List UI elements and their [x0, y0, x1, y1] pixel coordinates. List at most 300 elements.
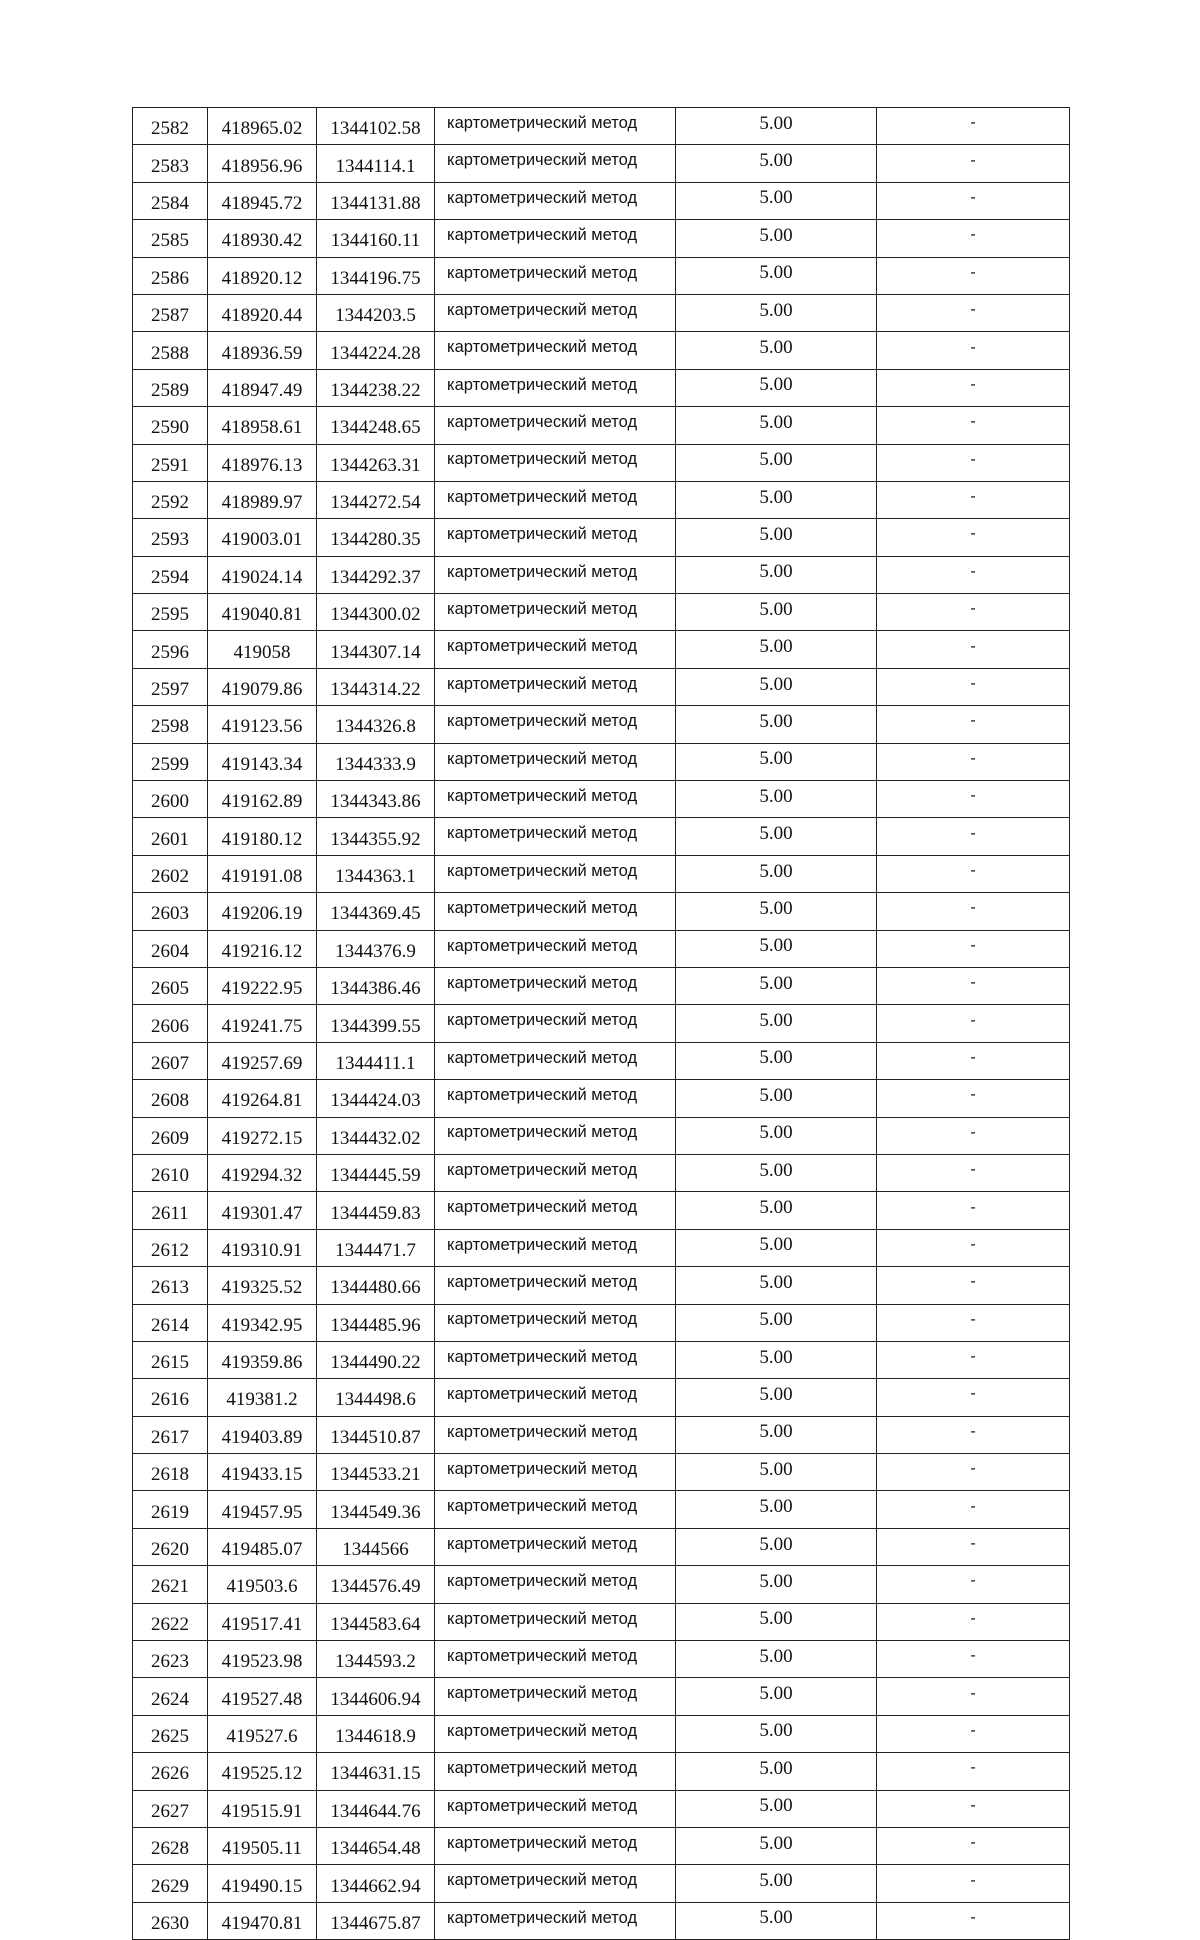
table-row: [133, 145, 1070, 182]
y-coordinate-cell: 1344618.9: [317, 1715, 435, 1752]
accuracy-cell: 5.00: [676, 182, 877, 219]
y-coordinate-cell: 1344196.75: [317, 257, 435, 294]
note-cell: -: [877, 220, 1070, 257]
accuracy-cell: 5.00: [676, 294, 877, 331]
method-cell: картометрический метод: [435, 1827, 676, 1864]
note-cell: -: [877, 1080, 1070, 1117]
accuracy-cell: 5.00: [676, 145, 877, 182]
x-coordinate-cell: 419191.08: [208, 855, 317, 892]
note-cell: -: [877, 1790, 1070, 1827]
point-number-cell: 2586: [133, 257, 208, 294]
method-cell: картометрический метод: [435, 855, 676, 892]
x-coordinate-cell: 418947.49: [208, 369, 317, 406]
y-coordinate-cell: 1344300.02: [317, 594, 435, 631]
point-number-cell: 2592: [133, 481, 208, 518]
x-coordinate-cell: 419301.47: [208, 1192, 317, 1229]
table-row: [133, 1304, 1070, 1341]
note-cell: -: [877, 1379, 1070, 1416]
note-cell: -: [877, 855, 1070, 892]
note-cell: -: [877, 369, 1070, 406]
note-cell: -: [877, 1902, 1070, 1939]
table-row: [133, 1005, 1070, 1042]
point-number-cell: 2609: [133, 1117, 208, 1154]
note-cell: -: [877, 257, 1070, 294]
point-number-cell: 2600: [133, 781, 208, 818]
method-cell: картометрический метод: [435, 706, 676, 743]
method-cell: картометрический метод: [435, 556, 676, 593]
accuracy-cell: 5.00: [676, 594, 877, 631]
x-coordinate-cell: 419058: [208, 631, 317, 668]
note-cell: -: [877, 332, 1070, 369]
point-number-cell: 2613: [133, 1267, 208, 1304]
method-cell: картометрический метод: [435, 1603, 676, 1640]
note-cell: -: [877, 182, 1070, 219]
method-cell: картометрический метод: [435, 1528, 676, 1565]
note-cell: -: [877, 1603, 1070, 1640]
accuracy-cell: 5.00: [676, 967, 877, 1004]
y-coordinate-cell: 1344510.87: [317, 1416, 435, 1453]
x-coordinate-cell: 419216.12: [208, 930, 317, 967]
table-row: [133, 594, 1070, 631]
method-cell: картометрический метод: [435, 1192, 676, 1229]
point-number-cell: 2591: [133, 444, 208, 481]
x-coordinate-cell: 419180.12: [208, 818, 317, 855]
note-cell: -: [877, 743, 1070, 780]
method-cell: картометрический метод: [435, 444, 676, 481]
x-coordinate-cell: 419257.69: [208, 1042, 317, 1079]
point-number-cell: 2620: [133, 1528, 208, 1565]
y-coordinate-cell: 1344272.54: [317, 481, 435, 518]
point-number-cell: 2603: [133, 893, 208, 930]
table-row: [133, 1902, 1070, 1939]
accuracy-cell: 5.00: [676, 1042, 877, 1079]
point-number-cell: 2629: [133, 1865, 208, 1902]
coordinates-table: [132, 107, 1070, 1940]
note-cell: -: [877, 1827, 1070, 1864]
point-number-cell: 2606: [133, 1005, 208, 1042]
y-coordinate-cell: 1344333.9: [317, 743, 435, 780]
method-cell: картометрический метод: [435, 967, 676, 1004]
y-coordinate-cell: 1344355.92: [317, 818, 435, 855]
point-number-cell: 2585: [133, 220, 208, 257]
table-row: [133, 1341, 1070, 1378]
method-cell: картометрический метод: [435, 1341, 676, 1378]
y-coordinate-cell: 1344675.87: [317, 1902, 435, 1939]
method-cell: картометрический метод: [435, 1491, 676, 1528]
accuracy-cell: 5.00: [676, 1416, 877, 1453]
accuracy-cell: 5.00: [676, 1865, 877, 1902]
table-row: [133, 294, 1070, 331]
accuracy-cell: 5.00: [676, 1491, 877, 1528]
table-row: [133, 1379, 1070, 1416]
point-number-cell: 2596: [133, 631, 208, 668]
method-cell: картометрический метод: [435, 332, 676, 369]
x-coordinate-cell: 419024.14: [208, 556, 317, 593]
table-row: [133, 1603, 1070, 1640]
point-number-cell: 2583: [133, 145, 208, 182]
x-coordinate-cell: 419403.89: [208, 1416, 317, 1453]
point-number-cell: 2623: [133, 1641, 208, 1678]
accuracy-cell: 5.00: [676, 1566, 877, 1603]
point-number-cell: 2621: [133, 1566, 208, 1603]
point-number-cell: 2605: [133, 967, 208, 1004]
y-coordinate-cell: 1344292.37: [317, 556, 435, 593]
accuracy-cell: 5.00: [676, 257, 877, 294]
point-number-cell: 2598: [133, 706, 208, 743]
x-coordinate-cell: 419527.6: [208, 1715, 317, 1752]
y-coordinate-cell: 1344471.7: [317, 1229, 435, 1266]
table-row: [133, 1154, 1070, 1191]
note-cell: -: [877, 1454, 1070, 1491]
method-cell: картометрический метод: [435, 407, 676, 444]
method-cell: картометрический метод: [435, 294, 676, 331]
accuracy-cell: 5.00: [676, 332, 877, 369]
accuracy-cell: 5.00: [676, 1902, 877, 1939]
accuracy-cell: 5.00: [676, 818, 877, 855]
y-coordinate-cell: 1344490.22: [317, 1341, 435, 1378]
table-row: [133, 1827, 1070, 1864]
accuracy-cell: 5.00: [676, 556, 877, 593]
y-coordinate-cell: 1344102.58: [317, 108, 435, 145]
method-cell: картометрический метод: [435, 930, 676, 967]
point-number-cell: 2622: [133, 1603, 208, 1640]
note-cell: -: [877, 481, 1070, 518]
y-coordinate-cell: 1344369.45: [317, 893, 435, 930]
x-coordinate-cell: 419123.56: [208, 706, 317, 743]
method-cell: картометрический метод: [435, 818, 676, 855]
note-cell: -: [877, 145, 1070, 182]
table-row: [133, 1753, 1070, 1790]
method-cell: картометрический метод: [435, 1005, 676, 1042]
method-cell: картометрический метод: [435, 369, 676, 406]
method-cell: картометрический метод: [435, 145, 676, 182]
table-row: [133, 1528, 1070, 1565]
note-cell: -: [877, 1641, 1070, 1678]
x-coordinate-cell: 419162.89: [208, 781, 317, 818]
x-coordinate-cell: 419515.91: [208, 1790, 317, 1827]
point-number-cell: 2611: [133, 1192, 208, 1229]
point-number-cell: 2601: [133, 818, 208, 855]
method-cell: картометрический метод: [435, 1902, 676, 1939]
note-cell: -: [877, 407, 1070, 444]
accuracy-cell: 5.00: [676, 1005, 877, 1042]
y-coordinate-cell: 1344399.55: [317, 1005, 435, 1042]
table-row: [133, 930, 1070, 967]
table-row: [133, 1192, 1070, 1229]
accuracy-cell: 5.00: [676, 706, 877, 743]
method-cell: картометрический метод: [435, 108, 676, 145]
y-coordinate-cell: 1344263.31: [317, 444, 435, 481]
x-coordinate-cell: 418989.97: [208, 481, 317, 518]
point-number-cell: 2602: [133, 855, 208, 892]
accuracy-cell: 5.00: [676, 220, 877, 257]
accuracy-cell: 5.00: [676, 1154, 877, 1191]
note-cell: -: [877, 967, 1070, 1004]
x-coordinate-cell: 419079.86: [208, 668, 317, 705]
y-coordinate-cell: 1344280.35: [317, 519, 435, 556]
x-coordinate-cell: 419525.12: [208, 1753, 317, 1790]
y-coordinate-cell: 1344533.21: [317, 1454, 435, 1491]
note-cell: -: [877, 556, 1070, 593]
x-coordinate-cell: 418920.44: [208, 294, 317, 331]
method-cell: картометрический метод: [435, 1117, 676, 1154]
accuracy-cell: 5.00: [676, 1117, 877, 1154]
table-row: [133, 220, 1070, 257]
x-coordinate-cell: 419523.98: [208, 1641, 317, 1678]
point-number-cell: 2616: [133, 1379, 208, 1416]
note-cell: -: [877, 1267, 1070, 1304]
method-cell: картометрический метод: [435, 1304, 676, 1341]
table-row: [133, 1080, 1070, 1117]
point-number-cell: 2612: [133, 1229, 208, 1266]
method-cell: картометрический метод: [435, 1641, 676, 1678]
point-number-cell: 2627: [133, 1790, 208, 1827]
accuracy-cell: 5.00: [676, 444, 877, 481]
y-coordinate-cell: 1344131.88: [317, 182, 435, 219]
point-number-cell: 2594: [133, 556, 208, 593]
accuracy-cell: 5.00: [676, 1229, 877, 1266]
note-cell: -: [877, 594, 1070, 631]
table-row: [133, 1229, 1070, 1266]
point-number-cell: 2619: [133, 1491, 208, 1528]
point-number-cell: 2615: [133, 1341, 208, 1378]
table-row: [133, 668, 1070, 705]
accuracy-cell: 5.00: [676, 108, 877, 145]
accuracy-cell: 5.00: [676, 893, 877, 930]
table-row: [133, 1117, 1070, 1154]
x-coordinate-cell: 419264.81: [208, 1080, 317, 1117]
y-coordinate-cell: 1344432.02: [317, 1117, 435, 1154]
x-coordinate-cell: 418930.42: [208, 220, 317, 257]
y-coordinate-cell: 1344363.1: [317, 855, 435, 892]
accuracy-cell: 5.00: [676, 1341, 877, 1378]
point-number-cell: 2593: [133, 519, 208, 556]
x-coordinate-cell: 419470.81: [208, 1902, 317, 1939]
point-number-cell: 2617: [133, 1416, 208, 1453]
table-row: [133, 369, 1070, 406]
table-row: [133, 781, 1070, 818]
table-row: [133, 1566, 1070, 1603]
table-row: [133, 519, 1070, 556]
x-coordinate-cell: 419381.2: [208, 1379, 317, 1416]
accuracy-cell: 5.00: [676, 781, 877, 818]
accuracy-cell: 5.00: [676, 1790, 877, 1827]
accuracy-cell: 5.00: [676, 855, 877, 892]
table-row: [133, 631, 1070, 668]
x-coordinate-cell: 419505.11: [208, 1827, 317, 1864]
y-coordinate-cell: 1344485.96: [317, 1304, 435, 1341]
accuracy-cell: 5.00: [676, 1753, 877, 1790]
x-coordinate-cell: 418945.72: [208, 182, 317, 219]
note-cell: -: [877, 294, 1070, 331]
table-row: [133, 444, 1070, 481]
y-coordinate-cell: 1344631.15: [317, 1753, 435, 1790]
y-coordinate-cell: 1344549.36: [317, 1491, 435, 1528]
x-coordinate-cell: 419003.01: [208, 519, 317, 556]
accuracy-cell: 5.00: [676, 1641, 877, 1678]
y-coordinate-cell: 1344583.64: [317, 1603, 435, 1640]
accuracy-cell: 5.00: [676, 369, 877, 406]
x-coordinate-cell: 419143.34: [208, 743, 317, 780]
table-row: [133, 818, 1070, 855]
y-coordinate-cell: 1344593.2: [317, 1641, 435, 1678]
note-cell: -: [877, 1117, 1070, 1154]
accuracy-cell: 5.00: [676, 1379, 877, 1416]
x-coordinate-cell: 418965.02: [208, 108, 317, 145]
point-number-cell: 2618: [133, 1454, 208, 1491]
y-coordinate-cell: 1344224.28: [317, 332, 435, 369]
method-cell: картометрический метод: [435, 1042, 676, 1079]
table-row: [133, 1865, 1070, 1902]
point-number-cell: 2587: [133, 294, 208, 331]
point-number-cell: 2604: [133, 930, 208, 967]
method-cell: картометрический метод: [435, 519, 676, 556]
point-number-cell: 2607: [133, 1042, 208, 1079]
y-coordinate-cell: 1344654.48: [317, 1827, 435, 1864]
accuracy-cell: 5.00: [676, 481, 877, 518]
note-cell: -: [877, 1491, 1070, 1528]
note-cell: -: [877, 781, 1070, 818]
x-coordinate-cell: 419206.19: [208, 893, 317, 930]
method-cell: картометрический метод: [435, 1790, 676, 1827]
method-cell: картометрический метод: [435, 781, 676, 818]
coordinates-table-body: [133, 108, 1070, 1940]
accuracy-cell: 5.00: [676, 1603, 877, 1640]
note-cell: -: [877, 893, 1070, 930]
y-coordinate-cell: 1344386.46: [317, 967, 435, 1004]
note-cell: -: [877, 444, 1070, 481]
table-row: [133, 1042, 1070, 1079]
method-cell: картометрический метод: [435, 1379, 676, 1416]
table-row: [133, 967, 1070, 1004]
y-coordinate-cell: 1344238.22: [317, 369, 435, 406]
accuracy-cell: 5.00: [676, 1715, 877, 1752]
accuracy-cell: 5.00: [676, 1678, 877, 1715]
point-number-cell: 2630: [133, 1902, 208, 1939]
point-number-cell: 2614: [133, 1304, 208, 1341]
accuracy-cell: 5.00: [676, 930, 877, 967]
note-cell: -: [877, 1678, 1070, 1715]
y-coordinate-cell: 1344343.86: [317, 781, 435, 818]
note-cell: -: [877, 1304, 1070, 1341]
accuracy-cell: 5.00: [676, 1454, 877, 1491]
y-coordinate-cell: 1344326.8: [317, 706, 435, 743]
x-coordinate-cell: 419527.48: [208, 1678, 317, 1715]
y-coordinate-cell: 1344424.03: [317, 1080, 435, 1117]
table-row: [133, 332, 1070, 369]
x-coordinate-cell: 419485.07: [208, 1528, 317, 1565]
method-cell: картометрический метод: [435, 1454, 676, 1491]
accuracy-cell: 5.00: [676, 1827, 877, 1864]
method-cell: картометрический метод: [435, 1080, 676, 1117]
method-cell: картометрический метод: [435, 220, 676, 257]
y-coordinate-cell: 1344606.94: [317, 1678, 435, 1715]
y-coordinate-cell: 1344248.65: [317, 407, 435, 444]
method-cell: картометрический метод: [435, 668, 676, 705]
accuracy-cell: 5.00: [676, 1192, 877, 1229]
note-cell: -: [877, 1005, 1070, 1042]
accuracy-cell: 5.00: [676, 668, 877, 705]
x-coordinate-cell: 419433.15: [208, 1454, 317, 1491]
method-cell: картометрический метод: [435, 1566, 676, 1603]
table-row: [133, 743, 1070, 780]
note-cell: -: [877, 818, 1070, 855]
point-number-cell: 2595: [133, 594, 208, 631]
y-coordinate-cell: 1344662.94: [317, 1865, 435, 1902]
method-cell: картометрический метод: [435, 1154, 676, 1191]
note-cell: -: [877, 1753, 1070, 1790]
point-number-cell: 2597: [133, 668, 208, 705]
y-coordinate-cell: 1344376.9: [317, 930, 435, 967]
method-cell: картометрический метод: [435, 1715, 676, 1752]
table-row: [133, 893, 1070, 930]
y-coordinate-cell: 1344314.22: [317, 668, 435, 705]
x-coordinate-cell: 419310.91: [208, 1229, 317, 1266]
y-coordinate-cell: 1344644.76: [317, 1790, 435, 1827]
table-row: [133, 182, 1070, 219]
y-coordinate-cell: 1344459.83: [317, 1192, 435, 1229]
table-row: [133, 855, 1070, 892]
table-row: [133, 1454, 1070, 1491]
point-number-cell: 2584: [133, 182, 208, 219]
y-coordinate-cell: 1344480.66: [317, 1267, 435, 1304]
method-cell: картометрический метод: [435, 893, 676, 930]
accuracy-cell: 5.00: [676, 407, 877, 444]
accuracy-cell: 5.00: [676, 631, 877, 668]
note-cell: -: [877, 1341, 1070, 1378]
point-number-cell: 2588: [133, 332, 208, 369]
method-cell: картометрический метод: [435, 1753, 676, 1790]
table-row: [133, 1790, 1070, 1827]
method-cell: картометрический метод: [435, 1267, 676, 1304]
table-row: [133, 108, 1070, 145]
table-row: [133, 1267, 1070, 1304]
point-number-cell: 2590: [133, 407, 208, 444]
x-coordinate-cell: 419503.6: [208, 1566, 317, 1603]
y-coordinate-cell: 1344160.11: [317, 220, 435, 257]
y-coordinate-cell: 1344411.1: [317, 1042, 435, 1079]
x-coordinate-cell: 419294.32: [208, 1154, 317, 1191]
x-coordinate-cell: 418920.12: [208, 257, 317, 294]
point-number-cell: 2628: [133, 1827, 208, 1864]
table-row: [133, 556, 1070, 593]
x-coordinate-cell: 419359.86: [208, 1341, 317, 1378]
note-cell: -: [877, 1229, 1070, 1266]
note-cell: -: [877, 1865, 1070, 1902]
note-cell: -: [877, 1528, 1070, 1565]
x-coordinate-cell: 419457.95: [208, 1491, 317, 1528]
y-coordinate-cell: 1344445.59: [317, 1154, 435, 1191]
x-coordinate-cell: 419241.75: [208, 1005, 317, 1042]
x-coordinate-cell: 419040.81: [208, 594, 317, 631]
method-cell: картометрический метод: [435, 1865, 676, 1902]
point-number-cell: 2589: [133, 369, 208, 406]
y-coordinate-cell: 1344307.14: [317, 631, 435, 668]
method-cell: картометрический метод: [435, 1229, 676, 1266]
table-row: [133, 706, 1070, 743]
note-cell: -: [877, 1154, 1070, 1191]
accuracy-cell: 5.00: [676, 1267, 877, 1304]
x-coordinate-cell: 418976.13: [208, 444, 317, 481]
table-row: [133, 257, 1070, 294]
point-number-cell: 2610: [133, 1154, 208, 1191]
method-cell: картометрический метод: [435, 1416, 676, 1453]
note-cell: -: [877, 706, 1070, 743]
accuracy-cell: 5.00: [676, 1528, 877, 1565]
note-cell: -: [877, 668, 1070, 705]
accuracy-cell: 5.00: [676, 519, 877, 556]
method-cell: картометрический метод: [435, 594, 676, 631]
